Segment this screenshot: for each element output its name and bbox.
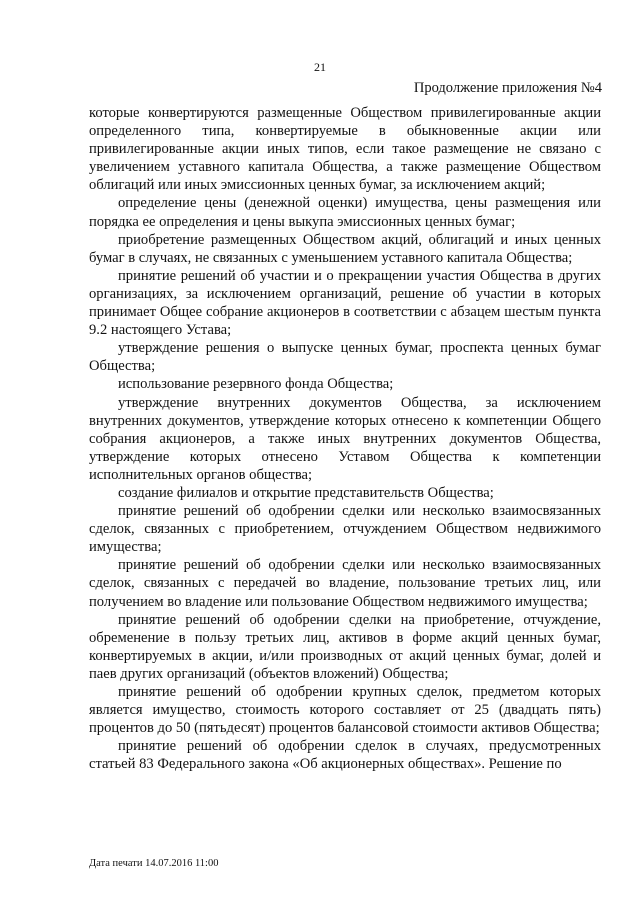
paragraph-1: которые конвертируются размещенные Обществом привилегированные акции определенного типа, конвертируемые в обыкновенные акции или привилегированные акции иных типов, если такое размещение не связано с увеличением уставного капитала Общества, а также размещение Обществом облигаций или иных эмиссионных ценных бумаг, за исключением акций; [89,105,601,194]
print-date: Дата печати 14.07.2016 11:00 [89,858,219,869]
paragraph-10: принятие решений об одобрении сделки или несколько взаимосвязанных сделок, связанных с передачей во владение, пользование третьих лиц, или получением во владение или пользование Обществом недвижимого имущества; [89,557,601,610]
page-number: 21 [314,60,326,74]
appendix-title: Продолжение приложения №4 [413,80,602,96]
paragraph-5: утверждение решения о выпуске ценных бумаг, проспекта ценных бумаг Общества; [89,340,601,375]
paragraph-6: использование резервного фонда Общества; [118,376,394,393]
paragraph-9: принятие решений об одобрении сделки или несколько взаимосвязанных сделок, связанных с приобретением, отчуждением Обществом недвижимого имущества; [89,503,601,556]
paragraph-12: принятие решений об одобрении крупных сделок, предметом которых является имущество, стоимость которого составляет от 25 (двадцать пять) процентов до 50 (пятьдесят) процентов балансовой стоимости активов Общества; [89,684,601,737]
paragraph-2: определение цены (денежной оценки) имущества, цены размещения или порядка ее определения и цены выкупа эмиссионных ценных бумаг; [89,195,601,230]
document-body [89,104,601,773]
paragraph-3: приобретение размещенных Обществом акций, облигаций и иных ценных бумаг в случаях, не связанных с уменьшением уставного капитала Общества; [89,231,601,266]
paragraph-8: создание филиалов и открытие представительств Общества; [118,484,494,501]
paragraph-11: принятие решений об одобрении сделки на приобретение, отчуждение, обременение в пользу третьих лиц, активов в форме акций ценных бумаг, конвертируемых в акции, и/или производных от акций ценных бумаг, долей и паев других организаций (объектов вложений) Общества; [89,611,601,682]
paragraph-13: принятие решений об одобрении сделок в случаях, предусмотренных статьей 83 Федерального закона «Об акционерных обществах». Решение по [89,738,601,773]
paragraph-4: принятие решений об участии и о прекращении участия Общества в других организациях, за исключением организаций, решение об участии в которых принимает Общее собрание акционеров в соответствии с абзацем шестым пункта 9.2 настоящего Устава; [89,267,601,339]
paragraph-7: утверждение внутренних документов Общества, за исключением внутренних документов, утверждение которых отнесено к компетенции Общего собрания акционеров, а также иных внутренних документов Общества, утверждение которых отнесено Уставом Общества к компетенции исполнительных органов общества; [89,394,601,483]
